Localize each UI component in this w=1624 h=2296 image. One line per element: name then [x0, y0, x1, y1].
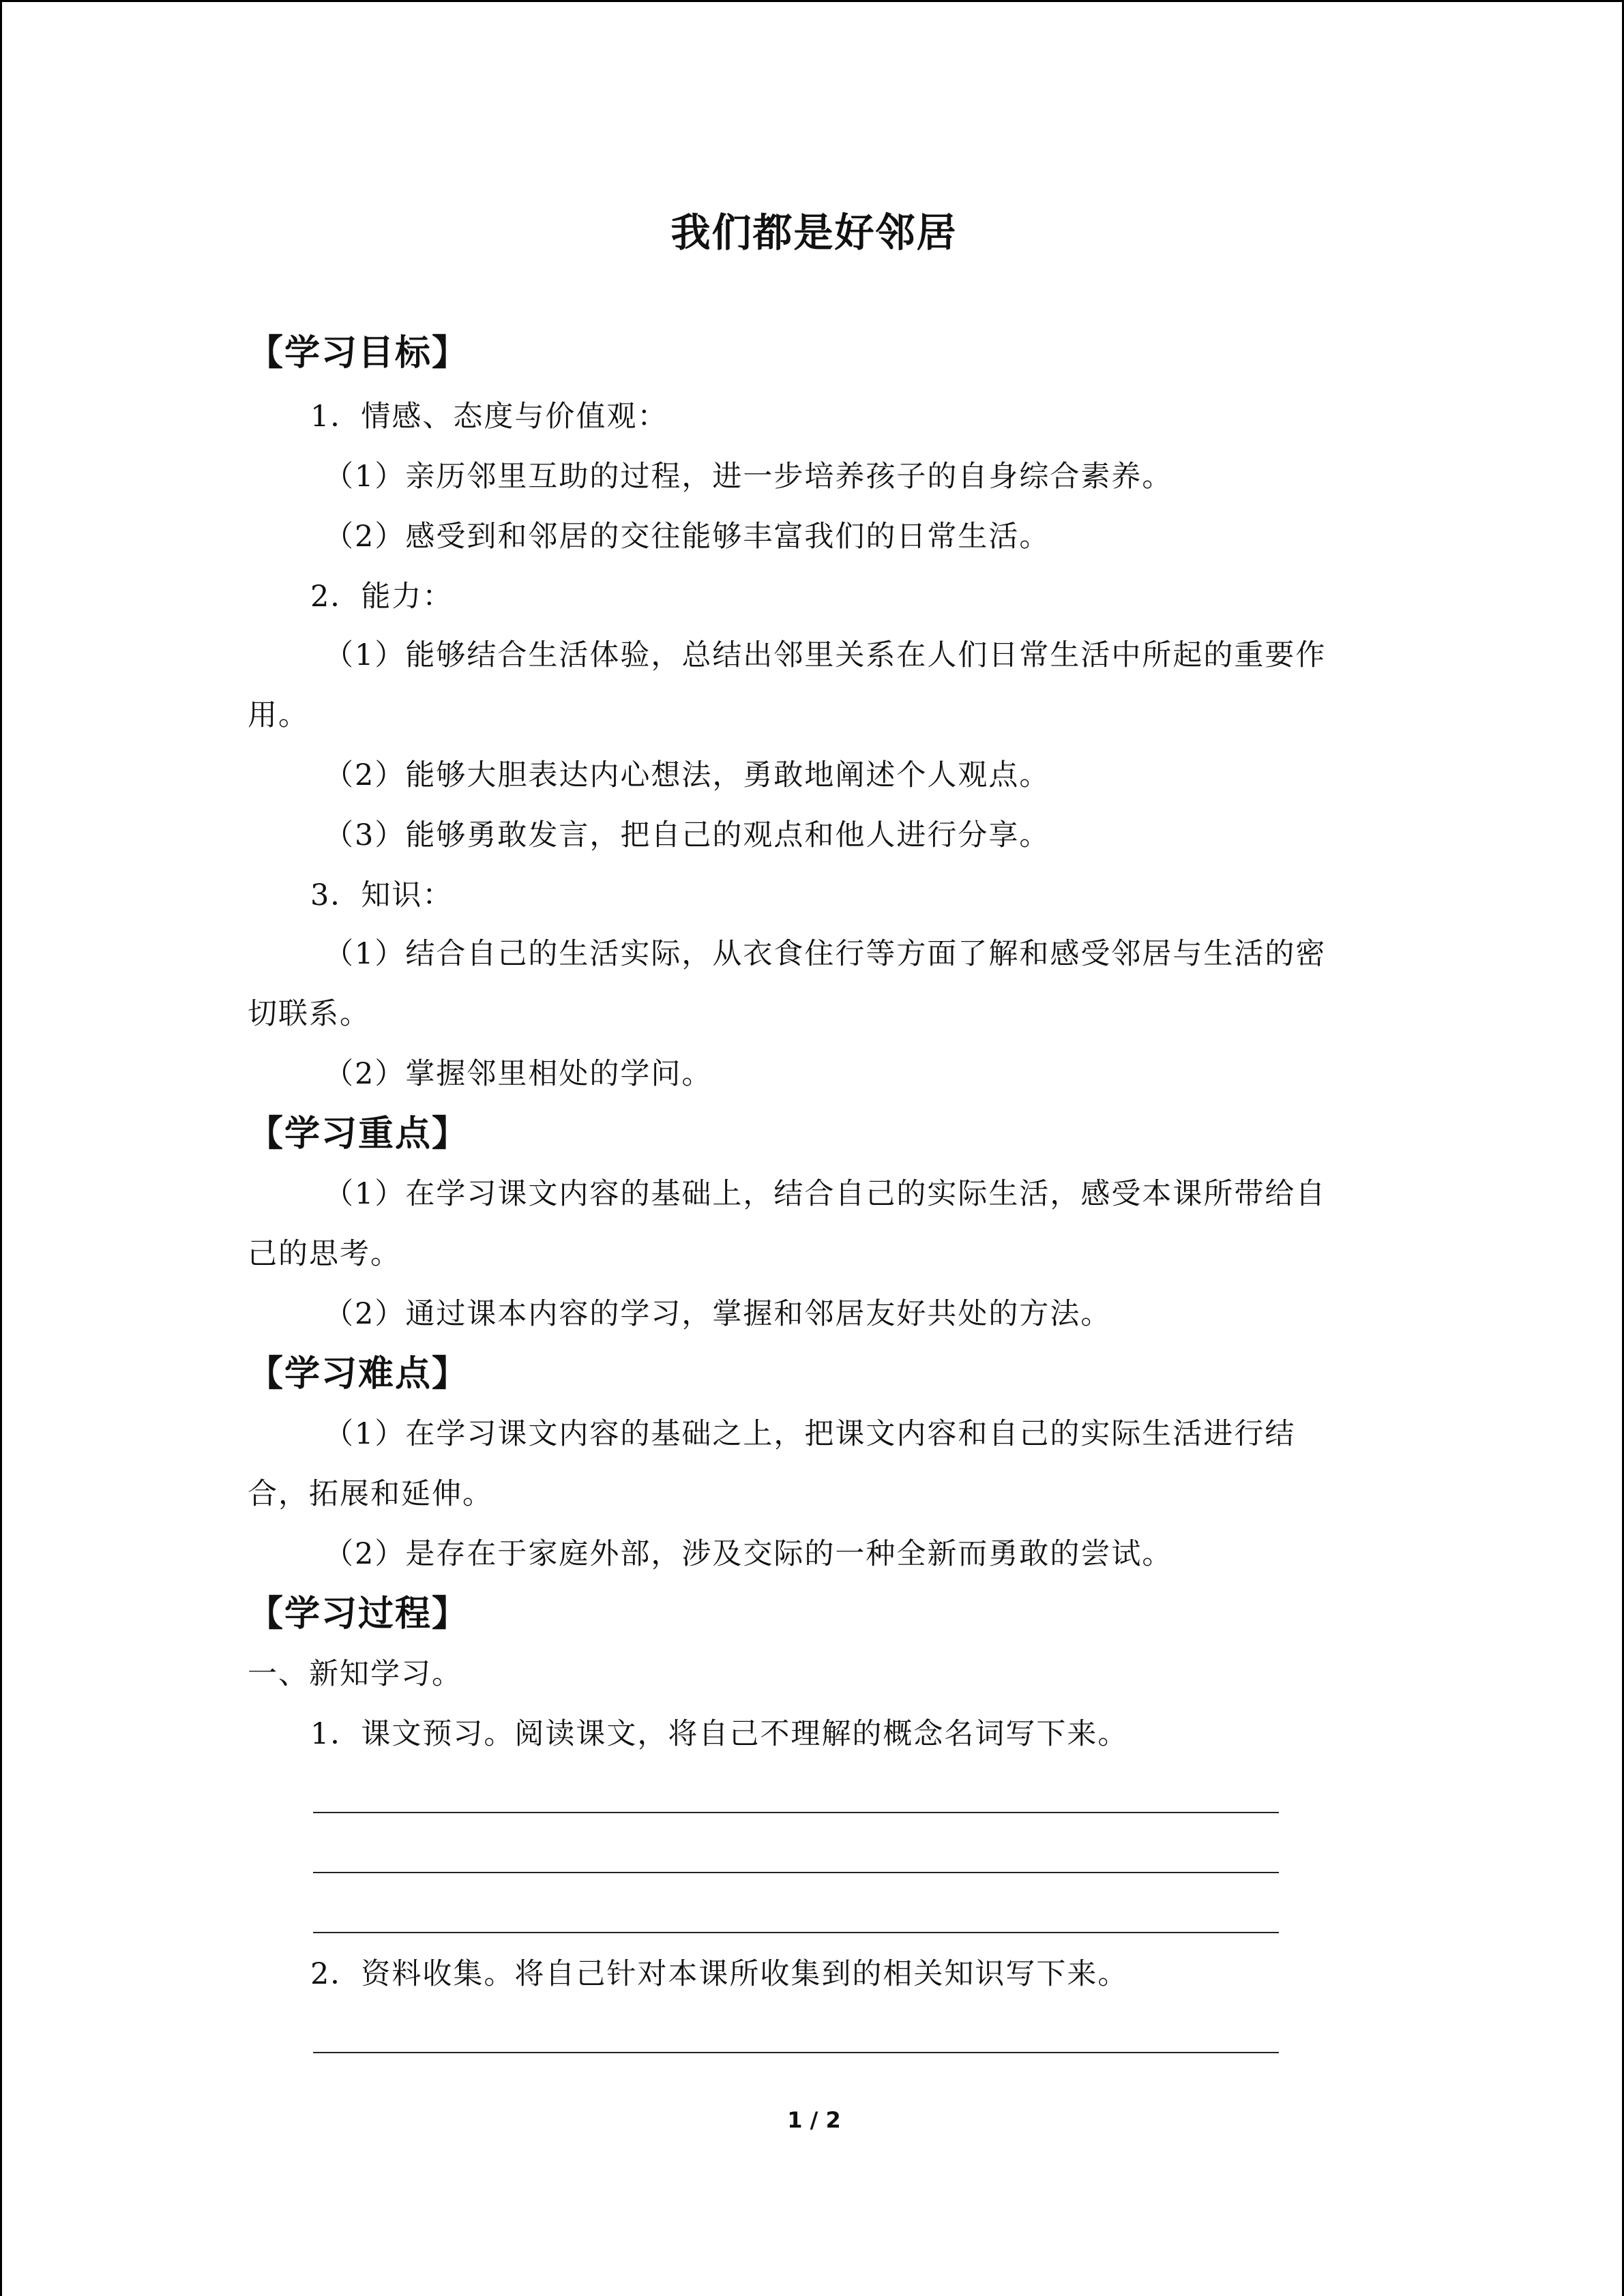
page-number: 1 / 2	[787, 2107, 841, 2133]
difficulty-1-cont: 合，拓展和延伸。	[248, 1477, 493, 1511]
objective-item-3: 3．知识：	[310, 878, 454, 912]
process-part-1: 一、新知学习。	[248, 1657, 462, 1691]
objective-item-2-1-cont: 用。	[248, 698, 309, 732]
key-point-1-cont: 己的思考。	[248, 1237, 401, 1271]
answer-line[interactable]	[313, 1932, 1279, 1933]
section-heading-key-points: 【学习重点】	[248, 1114, 469, 1154]
answer-line[interactable]	[313, 1872, 1279, 1873]
objective-item-3-2: （2）掌握邻里相处的学问。	[324, 1057, 713, 1091]
objective-item-3-1-cont: 切联系。	[248, 997, 370, 1031]
key-point-2: （2）通过课本内容的学习，掌握和邻居友好共处的方法。	[324, 1297, 1112, 1331]
section-heading-objectives: 【学习目标】	[248, 333, 469, 374]
objective-item-2-2: （2）能够大胆表达内心想法，勇敢地阐述个人观点。	[324, 758, 1050, 792]
objective-item-1-2: （2）感受到和邻居的交往能够丰富我们的日常生活。	[324, 520, 1050, 554]
page-title: 我们都是好邻居	[670, 209, 958, 256]
objective-item-3-1: （1）结合自己的生活实际，从衣食住行等方面了解和感受邻居与生活的密	[324, 937, 1327, 971]
section-heading-process: 【学习过程】	[248, 1594, 469, 1635]
objective-item-2: 2．能力：	[310, 580, 454, 614]
process-task-1: 1．课文预习。阅读课文，将自己不理解的概念名词写下来。	[310, 1717, 1129, 1751]
objective-item-2-3: （3）能够勇敢发言，把自己的观点和他人进行分享。	[324, 818, 1050, 852]
objective-item-2-1: （1）能够结合生活体验，总结出邻里关系在人们日常生活中所起的重要作	[324, 638, 1327, 672]
process-task-2: 2．资料收集。将自己针对本课所收集到的相关知识写下来。	[310, 1957, 1129, 1991]
difficulty-1: （1）在学习课文内容的基础之上，把课文内容和自己的实际生活进行结	[324, 1417, 1296, 1451]
key-point-1: （1）在学习课文内容的基础上，结合自己的实际生活，感受本课所带给自	[324, 1177, 1327, 1211]
objective-item-1: 1．情感、态度与价值观：	[310, 400, 668, 434]
answer-line[interactable]	[313, 1812, 1279, 1813]
objective-item-1-1: （1）亲历邻里互助的过程，进一步培养孩子的自身综合素养。	[324, 460, 1173, 494]
section-heading-difficulties: 【学习难点】	[248, 1354, 469, 1395]
difficulty-2: （2）是存在于家庭外部，涉及交际的一种全新而勇敢的尝试。	[324, 1537, 1173, 1571]
answer-line[interactable]	[313, 2052, 1279, 2053]
